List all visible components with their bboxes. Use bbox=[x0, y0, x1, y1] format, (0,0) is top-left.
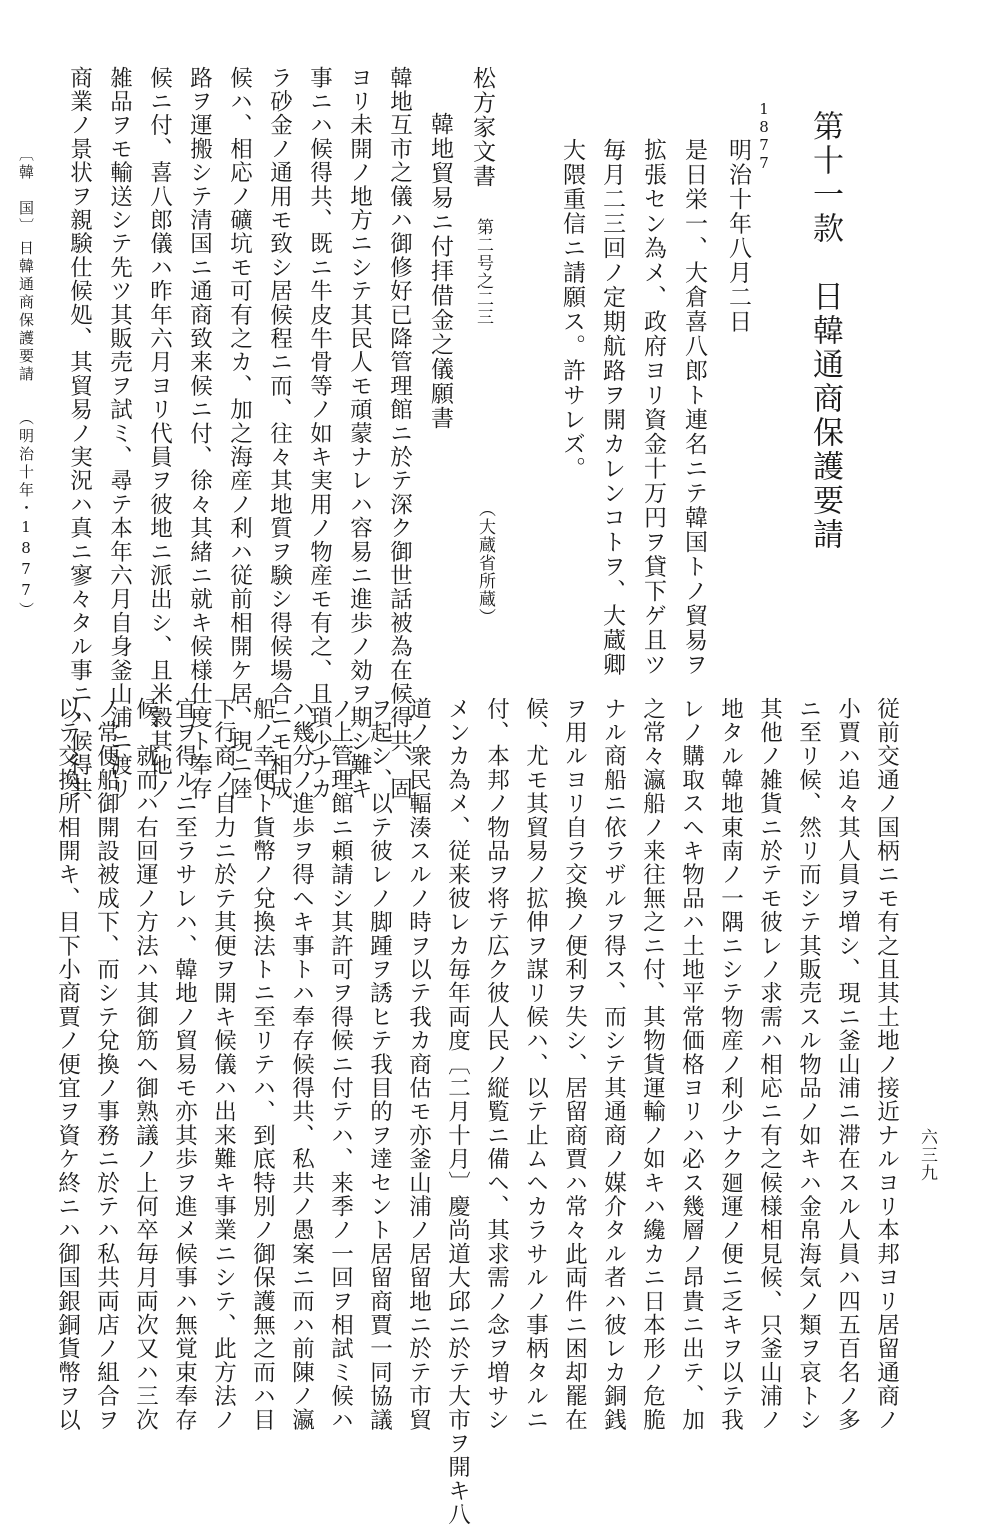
entry-date: 明治十年八月二日 bbox=[725, 138, 751, 334]
body-line: 商業ノ景状ヲ親験仕候処、其貿易ノ実況ハ真ニ寥々タル事ニハ候得共 bbox=[66, 66, 93, 801]
body-line: 以テ交換所相開キ、目下小商賈ノ便宜ヲ資ケ終ニハ御国銀銅貨幣ヲ以 bbox=[54, 697, 81, 1432]
body-line: ヲ用ルヨリ自ラ交換ノ便利ヲ失シ、居留商賈ハ常々此両件ニ困却罷在 bbox=[561, 697, 588, 1432]
body-line: ナル商船ニ依ラザルヲ得ス、而シテ其通商ノ媒介タル者ハ彼レカ銅銭 bbox=[600, 697, 627, 1432]
body-line: 下行商ノ自力ニ於テ其便ヲ開キ候儀ハ出来難キ事業ニシテ、此方法ノ bbox=[210, 697, 237, 1432]
body-line: 候ハ、相応ノ礦坑モ可有之カ、加之海産ノ利ハ従前相開ケ居、現ニ陸 bbox=[226, 66, 253, 801]
body-line: 船ノ幸便ト貨幣ノ兌換法トニ至リテハ、到底特別ノ御保護無之而ハ目 bbox=[249, 697, 276, 1432]
body-line: 候、尤モ其貿易ノ拡伸ヲ謀リ候ハ、以テ止ムヘカラサルノ事柄タルニ bbox=[522, 697, 549, 1432]
body-line: 候ニ付、喜八郎儀ハ昨年六月ヨリ代員ヲ彼地ニ派出シ、且米穀其他ノ bbox=[146, 66, 173, 801]
source-name: 松方家文書 bbox=[469, 66, 495, 189]
body-line: 地タル韓地東南ノ一隅ニシテ物産ノ利少ナク廻運ノ便ニ乏キヲ以テ我 bbox=[717, 697, 744, 1432]
body-line: ヲ起シ、以テ彼レノ脚踵ヲ誘ヒテ我目的ヲ達セント居留商賈一同協議 bbox=[366, 697, 393, 1432]
body-line: ノ上管理館ニ頼請シ其許可ヲ得候ニ付テハ、来季ノ一回ヲ相試ミ候ハ bbox=[327, 697, 354, 1432]
body-line: ニ至リ候、然リ而シテ其販売スル物品ノ如キハ金帛海気ノ類ヲ哀トシ bbox=[795, 697, 822, 1432]
entry-summary-line: 大隈重信ニ請願ス。許サレズ。 bbox=[559, 138, 585, 481]
document-title: 韓地貿易ニ付拝借金之儀願書 bbox=[427, 112, 453, 431]
body-line: 雑品ヲモ輸送シテ先ツ其販売ヲ試ミ、尋テ本年六月自身釜山浦ニ渡リ bbox=[106, 66, 133, 801]
body-line: 其他ノ雑貨ニ於テモ彼レノ求需ハ相応ニ有之候様相見候、只釜山浦ノ bbox=[756, 697, 783, 1432]
body-line: ノ常便船御開設被成下、而シテ兌換ノ事務ニ於テハ私共両店ノ組合ヲ bbox=[93, 697, 120, 1432]
body-line: ハ幾分ノ進歩ヲ得ヘキ事トハ奉存候得共、私共ノ愚案ニ而ハ前陳ノ瀛 bbox=[288, 697, 315, 1432]
body-line: ラ砂金ノ通用モ致シ居候程ニ而、往々其地質ヲ験シ得候場合ニモ相成 bbox=[266, 66, 293, 801]
body-line: 事ニハ候得共、既ニ牛皮牛骨等ノ如キ実用ノ物産モ有之、且瑣少ナカ bbox=[306, 66, 333, 801]
entry-year-western: 1877 bbox=[755, 100, 773, 172]
source-holder: （大蔵省所蔵） bbox=[475, 500, 495, 626]
body-line: 宜ヲ得ルニ至ラサレハ、韓地ノ貿易モ亦其歩ヲ進メ候事ハ無覚束奉存 bbox=[171, 697, 198, 1432]
page-number: 六三九 bbox=[917, 1128, 937, 1182]
chapter-title: 第十一款 日韓通商保護要請 bbox=[807, 110, 843, 552]
body-line: メンカ為メ、従来彼レカ毎年両度〔二月十月〕慶尚道大邱ニ於テ大市ヲ開キ八 bbox=[444, 697, 471, 1527]
body-line: 之常々瀛船ノ来往無之ニ付、其物貨運輸ノ如キハ纔カニ日本形ノ危脆 bbox=[639, 697, 666, 1432]
body-line: 路ヲ運搬シテ清国ニ通商致来候ニ付、徐々其緒ニ就キ候様仕度ト奉存 bbox=[186, 66, 213, 801]
footer-section: 〔韓 国〕 bbox=[17, 146, 35, 236]
footer-title: 日韓通商保護要請 bbox=[17, 240, 35, 384]
footer-date: （明治十年・1877） bbox=[17, 410, 35, 620]
body-line: 道ノ衆民輻湊スルノ時ヲ以テ我カ商估モ亦釜山浦ノ居留地ニ於テ市貿 bbox=[405, 697, 432, 1432]
body-line: 付、本邦ノ物品ヲ将テ広ク彼人民ノ縦覧ニ備ヘ、其求需ノ念ヲ増サシ bbox=[483, 697, 510, 1432]
body-line: 従前交通ノ国柄ニモ有之且其土地ノ接近ナルヨリ本邦ヨリ居留通商ノ bbox=[873, 697, 900, 1432]
body-line: 候、就而ハ右回運ノ方法ハ其御筋ヘ御熟議ノ上何卒毎月両次又ハ三次 bbox=[132, 697, 159, 1432]
entry-summary-line: 拡張セン為メ、政府ヨリ資金十万円ヲ貸下ゲ且ツ bbox=[640, 138, 666, 677]
source-number: 第二号之二三 bbox=[473, 218, 493, 326]
entry-summary-line: 是日栄一、大倉喜八郎ト連名ニテ韓国トノ貿易ヲ bbox=[681, 138, 707, 677]
body-line: 小賈ハ追々其人員ヲ増シ、現ニ釜山浦ニ滞在スル人員ハ四五百名ノ多 bbox=[834, 697, 861, 1432]
body-line: 韓地互市之儀ハ御修好已降管理館ニ於テ深ク御世話被為在候得共、固 bbox=[386, 66, 413, 801]
entry-summary-line: 毎月二三回ノ定期航路ヲ開カレンコトヲ、大蔵卿 bbox=[599, 138, 625, 677]
body-line: レノ購取スヘキ物品ハ土地平常価格ヨリハ必ス幾層ノ昂貴ニ出テ、加 bbox=[678, 697, 705, 1432]
body-line: ヨリ未開ノ地方ニシテ其民人モ頑蒙ナレハ容易ニ進歩ノ効ヲ期シ難キ bbox=[346, 66, 373, 801]
